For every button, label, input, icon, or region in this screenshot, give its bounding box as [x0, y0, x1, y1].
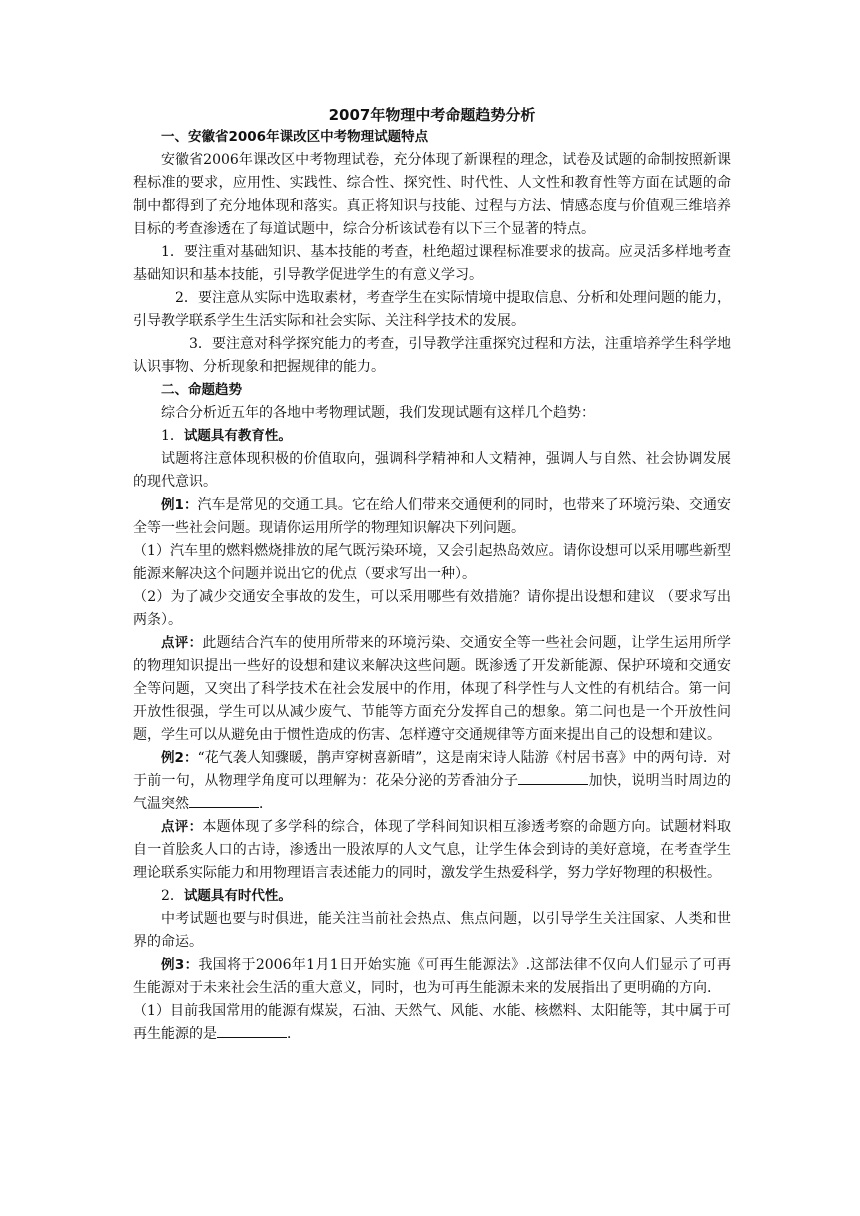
trend1-title: 试题具有教育性。	[183, 428, 292, 444]
example3-text: 我国将于2006年1月1日开始实施《可再生能源法》.这部法律不仅向人们显示了可再生能源对于未来社会生活的重大意义，同时，也为可再生能源未来的发展指出了更明确的方向.	[133, 957, 731, 996]
example2-comment-text: 本题体现了多学科的综合，体现了学科间知识相互渗透考察的命题方向。试题材料取自一首脍炙人口的古诗，渗透出一股浓厚的人文气息，让学生体会到诗的美好意境，在考查学生理论联系实际能力和用物理语言表述能力的同时，激发学生热爱科学，努力学好物理的积极性。	[133, 819, 732, 881]
section1-heading: 一、安徽省2006年课改区中考物理试题特点	[161, 129, 429, 145]
example1-question1: （1）汽车里的燃料燃烧排放的尾气既污染环境，又会引起热岛效应。请你设想可以采用哪些新型能源来解决这个问题并说出它的优点（要求写出一种）。	[133, 543, 731, 582]
example3-question1-text: （1）目前我国常用的能源有煤炭，石油、天然气、风能、水能、核燃料、太阳能等，其中属于可再生能源的是	[133, 1003, 731, 1042]
trend1-text: 试题将注意体现积极的价值取向，强调科学精神和人文精神，强调人与自然、社会协调发展的现代意识。	[133, 451, 731, 490]
example2-text-a: “花气袭人知骤暖，鹊声穿树喜新晴”，这是南宋诗人陆游《村居书喜》中的两句诗．对于前一句，从物理学角度可以理解为：花朵分泌的芳香油分子	[133, 750, 731, 789]
section2-intro: 综合分析近五年的各地中考物理试题，我们发现试题有这样几个趋势：	[161, 405, 595, 421]
example3-question1	[133, 1000, 731, 1046]
trend2-heading	[133, 885, 731, 908]
trend1-number: 1．	[161, 428, 184, 444]
answer-blank	[518, 770, 588, 785]
comment-label: 点评：	[161, 635, 203, 651]
example2	[133, 747, 731, 816]
example1	[133, 494, 731, 540]
section1-point3: 3．要注意对科学探究能力的考查，引导教学注重探究过程和方法，注重培养学生科学地认识事物、分析现象和把握规律的能力。	[133, 336, 731, 375]
section1-point1: 1．要注重对基础知识、基本技能的考查，杜绝超过课程标准要求的拔高。应灵活多样地考查基础知识和基本技能，引导教学促进学生的有意义学习。	[133, 244, 731, 283]
section2-heading: 二、命题趋势	[161, 382, 242, 398]
example3	[133, 954, 731, 1000]
example2-label: 例2：	[161, 750, 198, 766]
answer-blank	[217, 1023, 287, 1038]
trend2-number: 2．	[161, 888, 184, 904]
section1-point2: 2．要注意从实际中选取素材，考查学生在实际情境中提取信息、分析和处理问题的能力，引导教学联系学生生活实际和社会实际、关注科学技术的发展。	[133, 290, 731, 329]
example2-text-b: 加快，说明当时周边的气温突然	[133, 773, 731, 812]
answer-blank	[189, 793, 259, 808]
document-title: 2007年物理中考命题趋势分析	[328, 106, 536, 124]
example1-question2: （2）为了减少交通安全事故的发生，可以采用哪些有效措施？请你提出设想和建议 （要求写出两条）。	[133, 589, 731, 628]
example1-text: 汽车是常见的交通工具。它在给人们带来交通便利的同时，也带来了环境污染、交通安全等一些社会问题。现请你运用所学的物理知识解决下列问题。	[133, 497, 731, 536]
section1-intro: 安徽省2006年课改区中考物理试卷，充分体现了新课程的理念，试卷及试题的命制按照新课程标准的要求，应用性、实践性、综合性、探究性、时代性、人文性和教育性等方面在试题的命制中都得到了充分地体现和落实。真正将知识与技能、过程与方法、情感态度与价值观三维培养目标的考查渗透在了每道试题中，综合分析该试卷有以下三个显著的特点。	[133, 152, 731, 237]
example3-question1-end: ．	[287, 1026, 301, 1042]
trend2-title: 试题具有时代性。	[183, 888, 292, 904]
comment-label: 点评：	[161, 819, 203, 835]
example1-label: 例1：	[161, 497, 198, 513]
trend1-heading	[133, 425, 731, 448]
trend2-text: 中考试题也要与时俱进，能关注当前社会热点、焦点问题，以引导学生关注国家、人类和世界的命运。	[133, 911, 731, 950]
example2-text-c: ．	[259, 796, 273, 812]
example1-comment-text: 此题结合汽车的使用所带来的环境污染、交通安全等一些社会问题，让学生运用所学的物理知识提出一些好的设想和建议来解决这些问题。既渗透了开发新能源、保护环境和交通安全等问题，又突出了科学技术在社会发展中的作用，体现了科学性与人文性的有机结合。第一问开放性很强，学生可以从减少废气、节能等方面充分发挥自己的想象。第二问也是一个开放性问题，学生可以从避免由于惯性造成的伤害、怎样遵守交通规律等方面来提出自己的设想和建议。	[133, 635, 732, 743]
document-content	[133, 104, 731, 1046]
example3-label: 例3：	[161, 957, 199, 973]
example1-comment	[133, 632, 731, 747]
example2-comment	[133, 816, 731, 885]
